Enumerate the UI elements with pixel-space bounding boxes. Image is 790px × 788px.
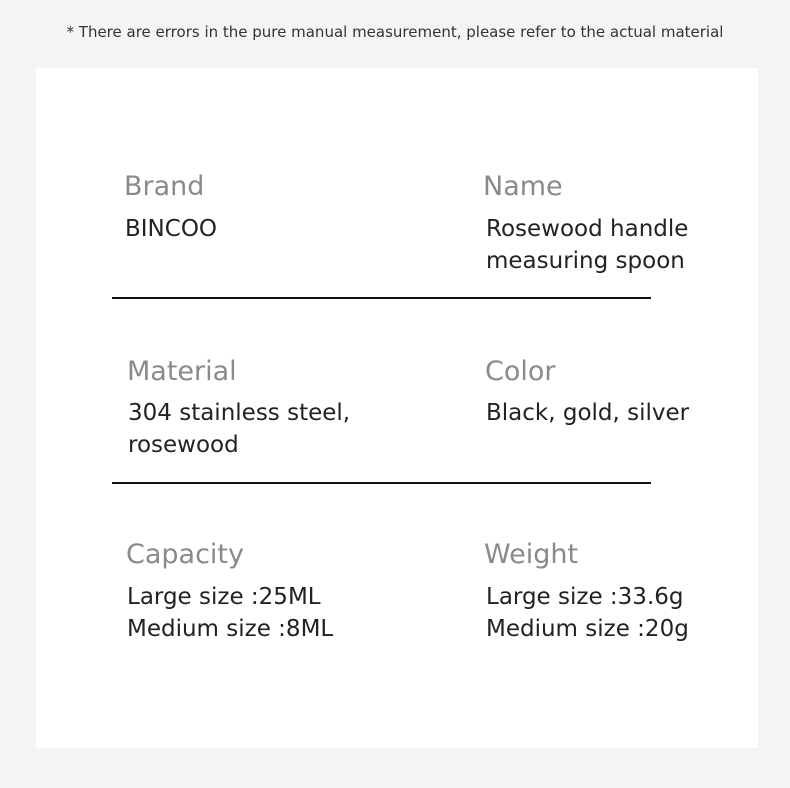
name-value [486, 213, 688, 277]
color-label: Color [485, 356, 556, 387]
weight-value [486, 581, 689, 645]
capacity-value [127, 581, 333, 645]
disclaimer-note: * There are errors in the pure manual measurement, please refer to the actual material [66, 23, 724, 41]
color-value-line: Black, gold, silver [486, 400, 690, 426]
capacity-value-line: Large size :25ML [127, 584, 321, 610]
capacity-label: Capacity [126, 539, 244, 570]
color-value [486, 397, 689, 429]
name-label: Name [483, 171, 563, 202]
brand-value [125, 213, 217, 245]
weight-value-line: Medium size :20g [486, 616, 689, 642]
brand-value-line: BINCOO [125, 216, 218, 242]
row-divider [112, 297, 651, 299]
name-value-line: measuring spoon [486, 248, 685, 274]
weight-label: Weight [484, 539, 579, 570]
weight-value-line: Large size :33.6g [486, 584, 684, 610]
brand-label: Brand [124, 171, 205, 202]
material-value [128, 397, 350, 461]
spec-card [36, 68, 758, 748]
material-value-line: rosewood [128, 432, 239, 458]
name-value-line: Rosewood handle [486, 216, 689, 242]
material-value-line: 304 stainless steel, [128, 400, 351, 426]
material-label: Material [127, 356, 237, 387]
capacity-value-line: Medium size :8ML [127, 616, 334, 642]
row-divider [112, 482, 651, 484]
